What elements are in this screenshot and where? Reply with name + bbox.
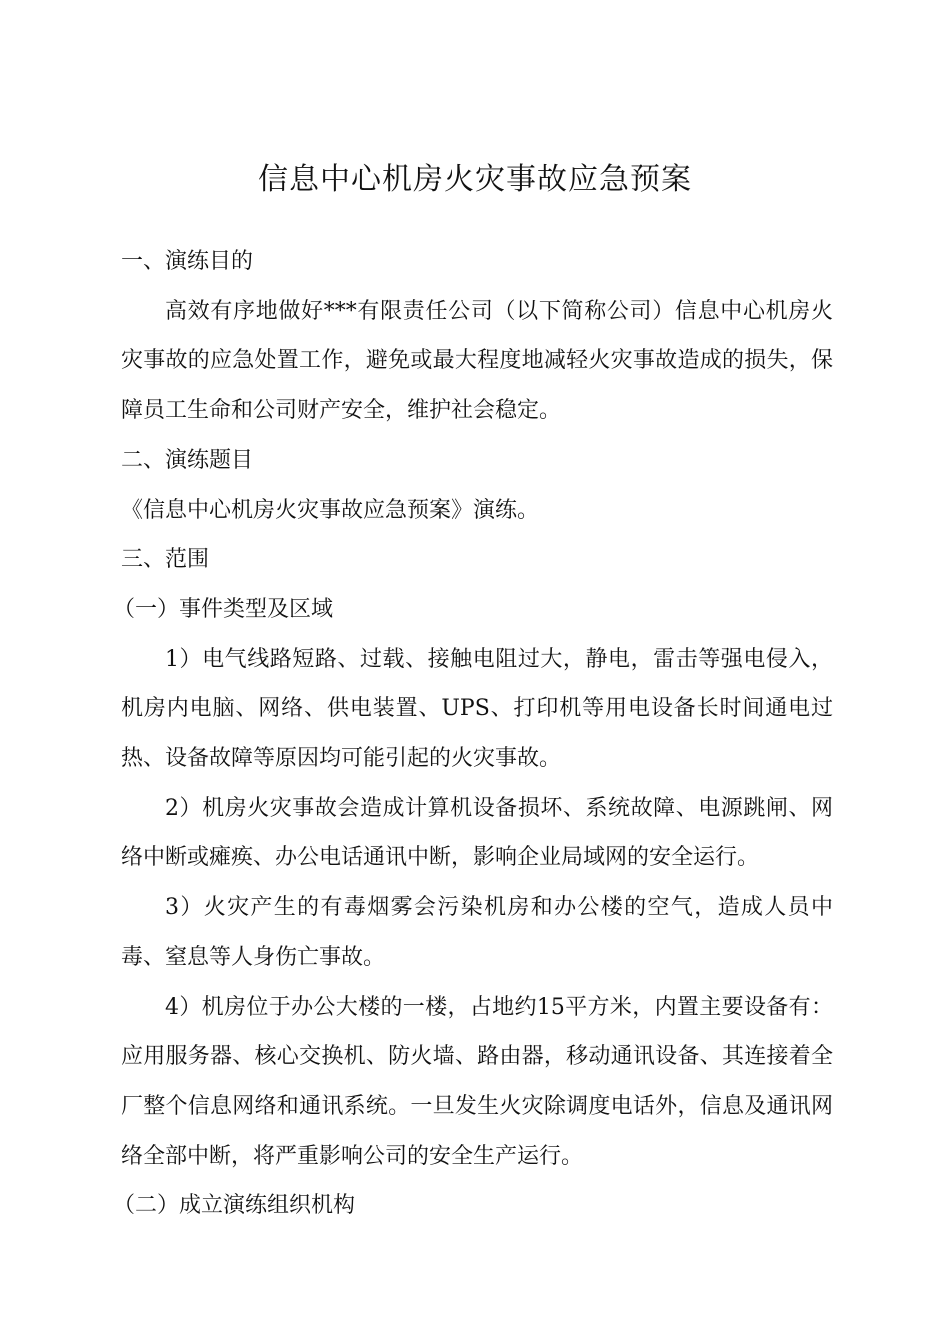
- section-heading-topic: 二、演练题目: [121, 447, 254, 473]
- list-item-2: 2）机房火灾事故会造成计算机设备损坏、系统故障、电源跳闸、网络中断或瘫痪、办公电话通讯中断，影响企业局域网的安全运行。: [121, 795, 833, 871]
- section-heading-scope: 三、范围: [121, 547, 210, 573]
- paragraph-purpose: 高效有序地做好***有限责任公司（以下简称公司）信息中心机房火灾事故的应急处置工作，避免或最大程度地减轻火灾事故造成的损失，保障员工生命和公司财产安全，维护社会稳定。: [121, 298, 833, 424]
- subsection-heading-event-types: （一）事件类型及区域: [113, 596, 334, 622]
- document-body: [113, 237, 833, 1231]
- list-item-1: 1）电气线路短路、过载、接触电阻过大，静电，雷击等强电侵入，机房内电脑、网络、供电装置、UPS、打印机等用电设备长时间通电过热、设备故障等原因均可能引起的火灾事故。: [121, 646, 833, 772]
- document-title: 信息中心机房火灾事故应急预案: [258, 162, 692, 197]
- list-item-3: 3）火灾产生的有毒烟雾会污染机房和办公楼的空气，造成人员中毒、窒息等人身伤亡事故。: [121, 895, 833, 970]
- list-item-4: 4）机房位于办公大楼的一楼，占地约15平方米，内置主要设备有：应用服务器、核心交换机、防火墙、路由器，移动通讯设备、其连接着全厂整个信息网络和通讯系统。一旦发生火灾除调度电话外，信息及通讯网络全部中断，将严重影响公司的安全生产运行。: [121, 994, 833, 1169]
- subsection-heading-organization: （二）成立演练组织机构: [113, 1193, 356, 1219]
- section-heading-purpose: 一、演练目的: [121, 249, 254, 274]
- paragraph-topic: 《信息中心机房火灾事故应急预案》演练。: [121, 497, 540, 523]
